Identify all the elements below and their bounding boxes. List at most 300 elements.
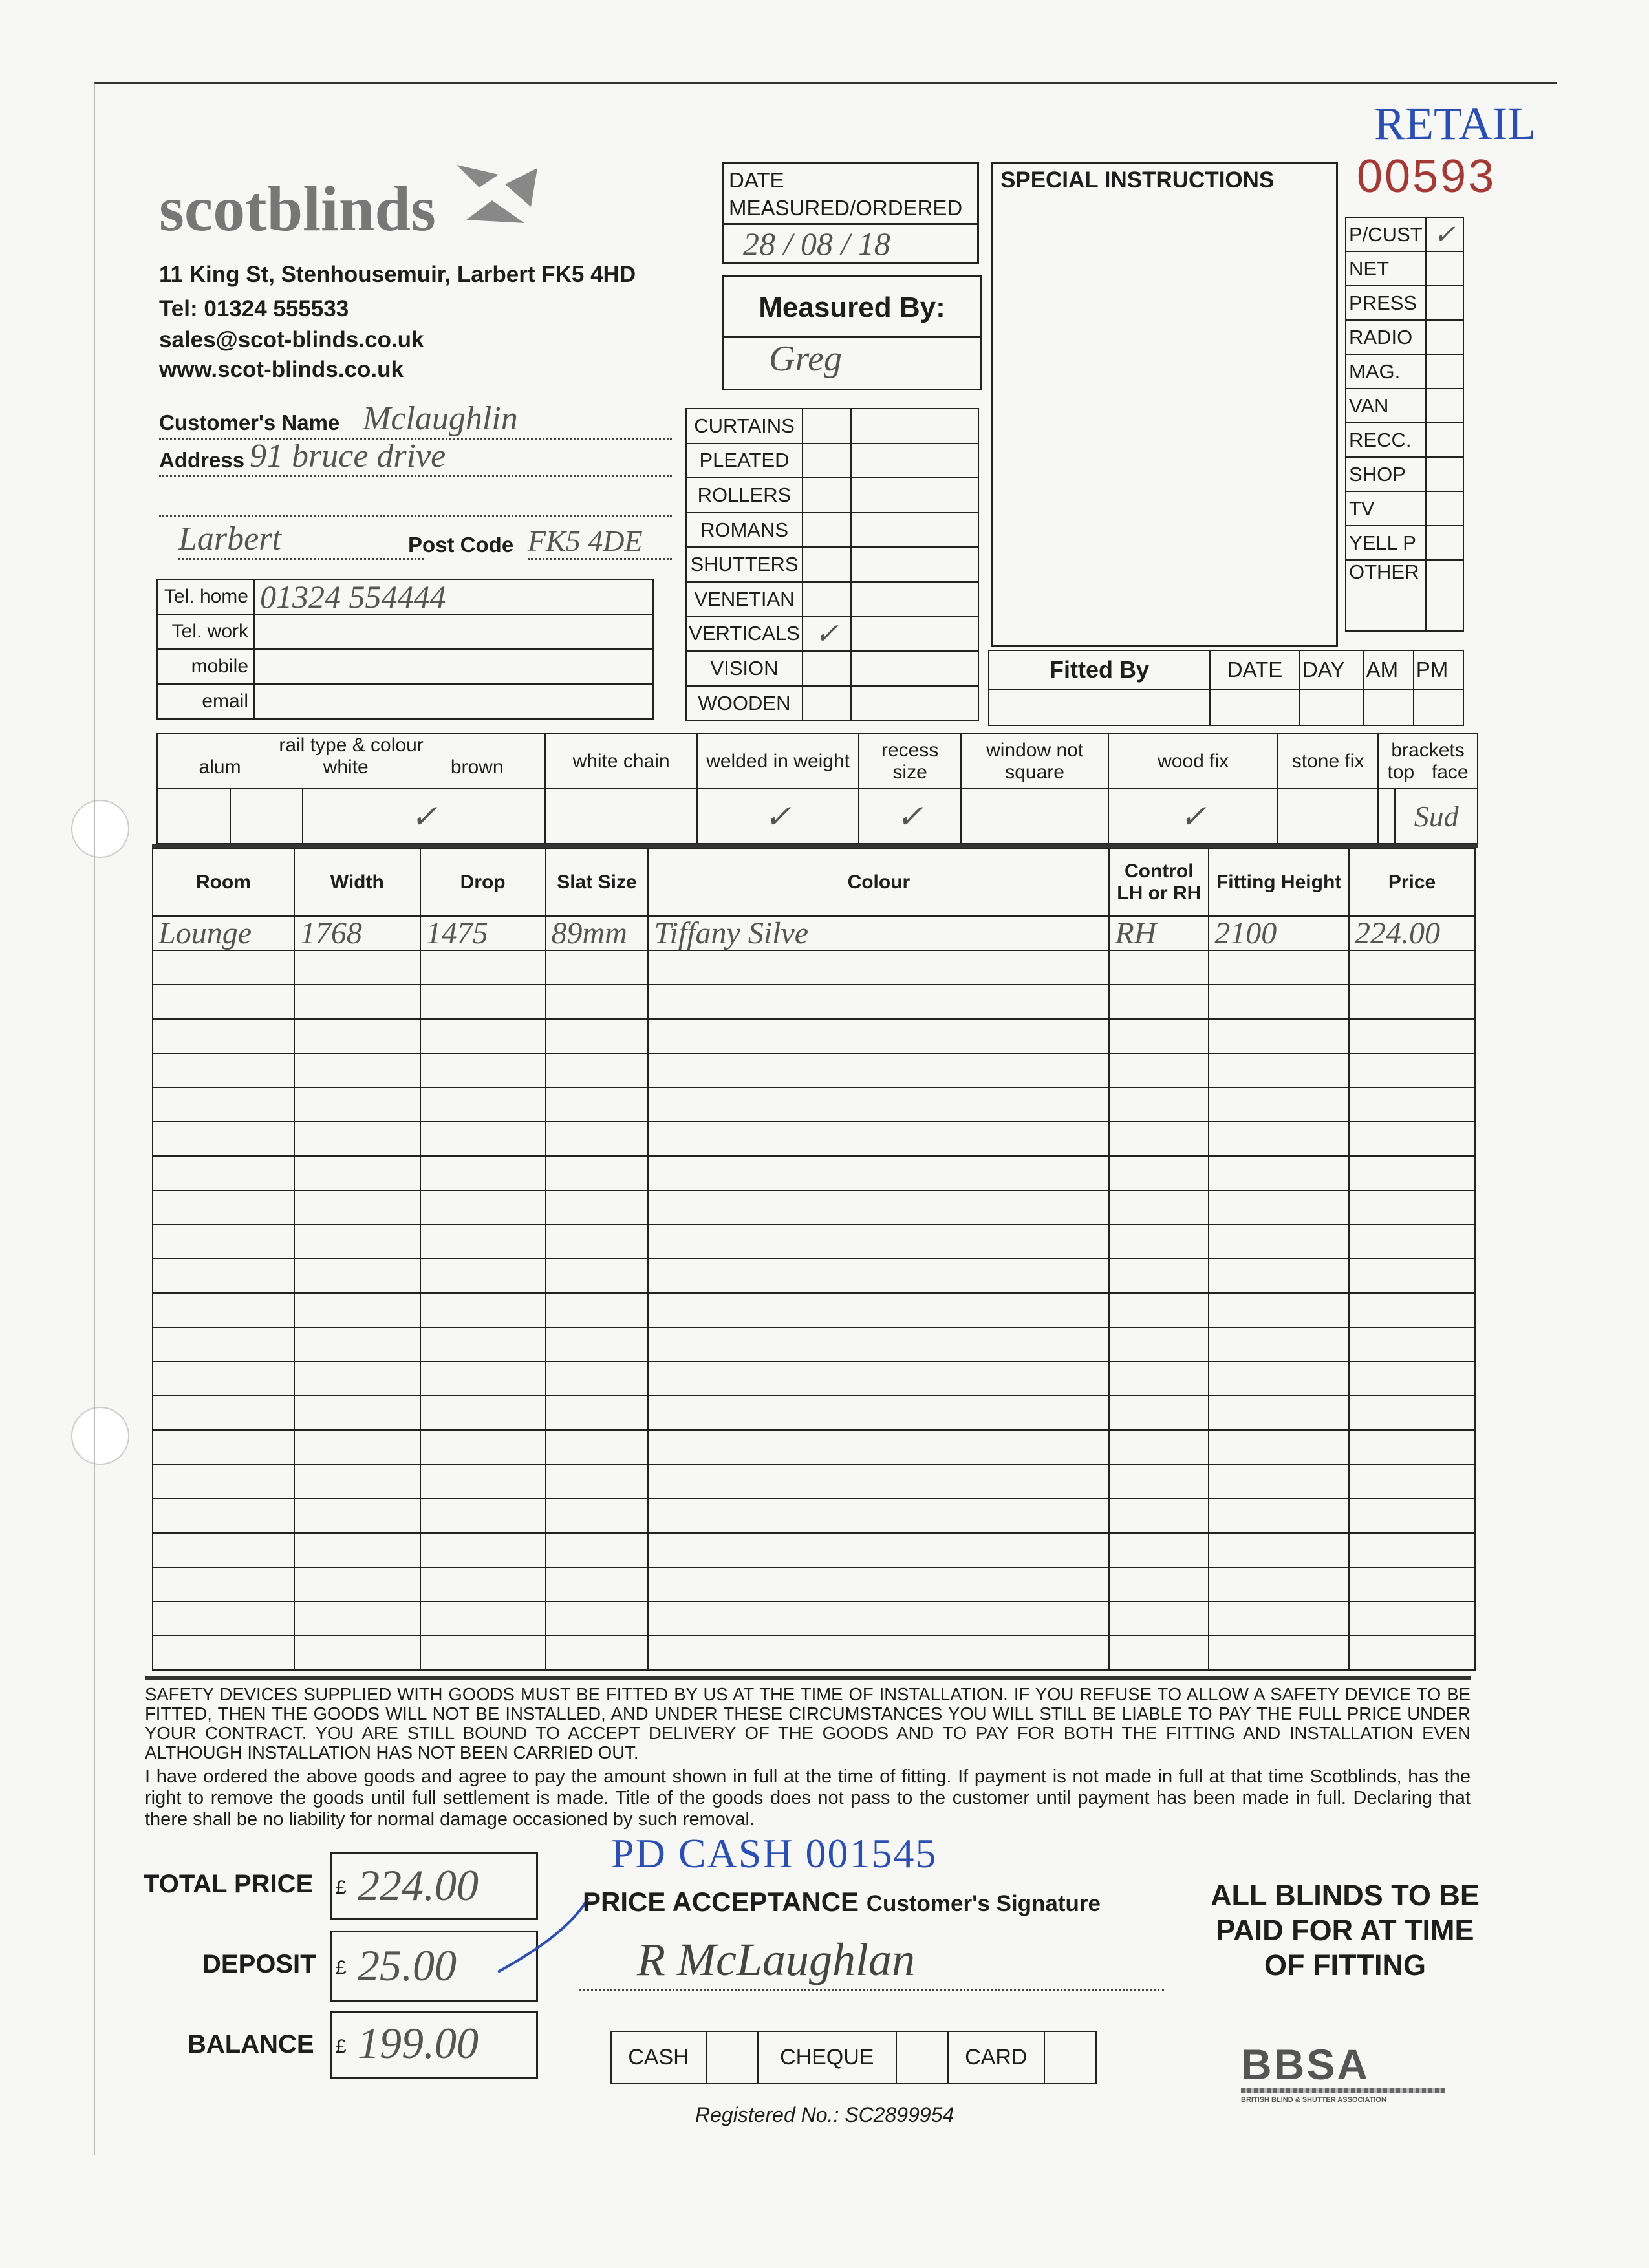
table-cell[interactable] bbox=[1209, 950, 1349, 985]
table-cell[interactable] bbox=[294, 1122, 420, 1156]
table-cell[interactable] bbox=[420, 1601, 546, 1636]
bbsa-subtitle: BRITISH BLIND & SHUTTER ASSOCIATION bbox=[1241, 2096, 1386, 2104]
source-checkbox[interactable] bbox=[1426, 423, 1463, 457]
table-cell[interactable] bbox=[1349, 1499, 1475, 1533]
table-cell[interactable] bbox=[294, 1327, 420, 1362]
table-cell[interactable] bbox=[420, 1122, 546, 1156]
table-cell[interactable] bbox=[1109, 1087, 1209, 1122]
wood-fix-label: wood fix bbox=[1108, 734, 1278, 789]
contact-row bbox=[157, 649, 653, 684]
table-cell[interactable] bbox=[1109, 1156, 1209, 1190]
table-cell[interactable] bbox=[1109, 1122, 1209, 1156]
table-cell[interactable] bbox=[1209, 1396, 1349, 1430]
blind-type-checkbox[interactable] bbox=[803, 651, 851, 686]
balance-box[interactable] bbox=[330, 2011, 538, 2079]
stone-fix-check[interactable] bbox=[1278, 789, 1378, 844]
source-row bbox=[1346, 286, 1463, 320]
table-cell[interactable] bbox=[648, 1396, 1109, 1430]
table-cell[interactable]: 1768 bbox=[294, 916, 420, 950]
table-cell[interactable] bbox=[546, 950, 649, 985]
table-cell[interactable] bbox=[1209, 1499, 1349, 1533]
blind-type-qty[interactable] bbox=[851, 444, 978, 478]
table-cell[interactable] bbox=[648, 1327, 1109, 1362]
table-row bbox=[153, 1087, 1475, 1122]
table-cell[interactable] bbox=[420, 1019, 546, 1053]
table-cell[interactable] bbox=[1349, 1225, 1475, 1259]
address-row bbox=[159, 440, 672, 477]
blind-type-qty[interactable] bbox=[851, 478, 978, 513]
table-cell[interactable] bbox=[420, 985, 546, 1019]
column-header: Room bbox=[153, 848, 294, 916]
table-cell[interactable] bbox=[546, 1225, 649, 1259]
table-cell[interactable] bbox=[420, 1053, 546, 1087]
table-cell[interactable] bbox=[1109, 1053, 1209, 1087]
customer-name-label: Customer's Name bbox=[159, 411, 340, 434]
blind-type-qty[interactable] bbox=[851, 547, 978, 582]
table-cell[interactable] bbox=[1209, 1019, 1349, 1053]
table-cell[interactable] bbox=[648, 1122, 1109, 1156]
table-cell[interactable] bbox=[1209, 1053, 1349, 1087]
table-cell[interactable]: 89mm bbox=[546, 916, 649, 950]
blind-type-checkbox[interactable] bbox=[803, 582, 851, 617]
price-acceptance-title: PRICE ACCEPTANCE bbox=[583, 1887, 859, 1917]
customer-name-value[interactable]: Mclaughlin bbox=[363, 400, 518, 437]
agreement-terms: I have ordered the above goods and agree to pay the amount shown in full at the time of fitting. If payment is not made in full at that time Scotblinds, has the right to remove the goods until full settlement is made. Title of the goods does not pass to the customer until payment has been made in full. Declaring that there shall be no liability for normal damage occasioned by such removal. bbox=[145, 1766, 1471, 1830]
table-cell[interactable] bbox=[153, 1533, 294, 1567]
source-label: RECC. bbox=[1346, 423, 1426, 457]
table-row bbox=[153, 1293, 1475, 1327]
table-cell[interactable] bbox=[1109, 1464, 1209, 1499]
table-cell[interactable] bbox=[1349, 1190, 1475, 1225]
registered-number: Registered No.: SC2899954 bbox=[695, 2103, 954, 2126]
column-header: Colour bbox=[648, 848, 1109, 916]
table-row bbox=[153, 1636, 1475, 1670]
table-cell[interactable] bbox=[294, 1567, 420, 1601]
table-cell[interactable] bbox=[1209, 1156, 1349, 1190]
currency-symbol: £ bbox=[336, 1957, 347, 1978]
table-row bbox=[153, 1327, 1475, 1362]
table-cell[interactable] bbox=[1349, 1327, 1475, 1362]
table-cell[interactable] bbox=[1349, 1464, 1475, 1499]
payment-notice: ALL BLINDS TO BE PAID FOR AT TIME OF FITTING bbox=[1211, 1879, 1480, 1982]
table-cell[interactable] bbox=[294, 1019, 420, 1053]
table-cell[interactable] bbox=[648, 1190, 1109, 1225]
source-row bbox=[1346, 389, 1463, 423]
table-cell[interactable] bbox=[153, 1190, 294, 1225]
cash-checkbox[interactable] bbox=[706, 2031, 758, 2084]
table-cell[interactable] bbox=[294, 985, 420, 1019]
rail-type-label: rail type & colour bbox=[279, 734, 424, 756]
table-cell[interactable] bbox=[1349, 950, 1475, 985]
special-instructions-box[interactable] bbox=[991, 162, 1338, 647]
table-cell[interactable] bbox=[294, 1533, 420, 1567]
saltire-icon bbox=[453, 162, 544, 226]
table-cell[interactable] bbox=[546, 1636, 649, 1670]
table-cell[interactable] bbox=[294, 1362, 420, 1396]
table-cell[interactable]: Tiffany Silve bbox=[648, 916, 1109, 950]
table-cell[interactable] bbox=[153, 1430, 294, 1464]
table-cell[interactable] bbox=[1109, 1601, 1209, 1636]
table-cell[interactable] bbox=[1209, 1533, 1349, 1567]
table-cell[interactable] bbox=[153, 1156, 294, 1190]
table-cell[interactable] bbox=[420, 1156, 546, 1190]
table-cell[interactable] bbox=[648, 1259, 1109, 1293]
source-checkbox[interactable] bbox=[1426, 389, 1463, 423]
recess-label: recess size bbox=[859, 734, 961, 789]
blind-type-checkbox[interactable] bbox=[803, 686, 851, 721]
top-check[interactable] bbox=[1378, 789, 1395, 844]
table-cell[interactable] bbox=[153, 1087, 294, 1122]
table-cell[interactable] bbox=[294, 1464, 420, 1499]
measured-by-box bbox=[722, 275, 982, 390]
source-checkbox[interactable]: ✓ bbox=[1426, 217, 1463, 251]
table-cell[interactable] bbox=[546, 1533, 649, 1567]
blind-type-checkbox[interactable] bbox=[803, 444, 851, 478]
payment-note: PD CASH 001545 bbox=[611, 1830, 938, 1876]
blind-type-checkbox[interactable] bbox=[803, 478, 851, 513]
card-label: CARD bbox=[948, 2031, 1044, 2084]
fitted-pm-field[interactable] bbox=[1414, 689, 1463, 725]
table-cell[interactable] bbox=[1109, 1362, 1209, 1396]
table-cell[interactable] bbox=[648, 1362, 1109, 1396]
table-cell[interactable] bbox=[294, 1430, 420, 1464]
blind-type-checkbox[interactable] bbox=[803, 547, 851, 582]
welded-check[interactable]: ✓ bbox=[697, 789, 859, 844]
table-cell[interactable] bbox=[648, 1293, 1109, 1327]
table-cell[interactable] bbox=[1349, 1293, 1475, 1327]
blind-type-row bbox=[686, 409, 978, 444]
table-cell[interactable] bbox=[153, 1327, 294, 1362]
table-cell[interactable]: 2100 bbox=[1209, 916, 1349, 950]
table-cell[interactable] bbox=[294, 1053, 420, 1087]
table-cell[interactable] bbox=[1209, 1122, 1349, 1156]
source-checkbox[interactable] bbox=[1426, 457, 1463, 491]
column-header: Fitting Height bbox=[1209, 848, 1349, 916]
table-cell[interactable] bbox=[420, 1567, 546, 1601]
source-checkbox[interactable] bbox=[1426, 354, 1463, 389]
blind-type-qty[interactable] bbox=[851, 582, 978, 617]
source-row bbox=[1346, 491, 1463, 526]
table-cell[interactable] bbox=[420, 1293, 546, 1327]
contact-value[interactable] bbox=[254, 649, 653, 684]
wood-fix-check[interactable]: ✓ bbox=[1108, 789, 1278, 844]
column-header: Drop bbox=[420, 848, 546, 916]
table-row bbox=[153, 1259, 1475, 1293]
window-check[interactable] bbox=[961, 789, 1108, 844]
table-cell[interactable] bbox=[420, 1087, 546, 1122]
retail-note: RETAIL bbox=[1374, 98, 1536, 149]
table-cell[interactable] bbox=[1349, 1567, 1475, 1601]
contact-row bbox=[157, 579, 653, 614]
table-cell[interactable] bbox=[1209, 1293, 1349, 1327]
table-cell[interactable] bbox=[1109, 1636, 1209, 1670]
table-cell[interactable] bbox=[648, 950, 1109, 985]
fitted-date-label: DATE bbox=[1210, 650, 1300, 689]
date-value[interactable]: 28 / 08 / 18 bbox=[743, 226, 890, 262]
table-cell[interactable] bbox=[153, 1362, 294, 1396]
table-cell[interactable] bbox=[294, 1190, 420, 1225]
postcode-value[interactable]: FK5 4DE bbox=[528, 524, 672, 560]
table-cell[interactable] bbox=[153, 985, 294, 1019]
table-cell[interactable] bbox=[153, 1019, 294, 1053]
table-cell[interactable] bbox=[648, 1636, 1109, 1670]
table-cell[interactable] bbox=[1109, 1567, 1209, 1601]
window-label: window not square bbox=[961, 734, 1108, 789]
table-cell[interactable] bbox=[1349, 1533, 1475, 1567]
table-cell[interactable] bbox=[420, 1190, 546, 1225]
table-cell[interactable] bbox=[1349, 1156, 1475, 1190]
table-cell[interactable] bbox=[648, 1464, 1109, 1499]
table-cell[interactable] bbox=[1109, 950, 1209, 985]
source-table bbox=[1345, 217, 1464, 632]
table-cell[interactable] bbox=[153, 1396, 294, 1430]
source-checkbox[interactable] bbox=[1426, 320, 1463, 354]
table-cell[interactable] bbox=[153, 1499, 294, 1533]
table-cell[interactable] bbox=[546, 1293, 649, 1327]
table-cell[interactable] bbox=[648, 1430, 1109, 1464]
source-checkbox[interactable] bbox=[1426, 251, 1463, 286]
table-cell[interactable] bbox=[1209, 985, 1349, 1019]
blind-type-table bbox=[685, 408, 979, 721]
blind-type-qty[interactable] bbox=[851, 651, 978, 686]
table-cell[interactable] bbox=[1109, 1190, 1209, 1225]
table-cell[interactable] bbox=[153, 1293, 294, 1327]
table-cell[interactable] bbox=[546, 1601, 649, 1636]
table-cell[interactable] bbox=[546, 1053, 649, 1087]
table-cell[interactable] bbox=[1109, 1327, 1209, 1362]
brown-check[interactable]: ✓ bbox=[303, 789, 545, 844]
table-row bbox=[153, 1430, 1475, 1464]
table-cell[interactable] bbox=[1209, 1601, 1349, 1636]
table-cell[interactable] bbox=[546, 1327, 649, 1362]
table-cell[interactable] bbox=[1209, 1636, 1349, 1670]
table-cell[interactable] bbox=[294, 1601, 420, 1636]
contact-label: mobile bbox=[157, 649, 254, 684]
white-check[interactable] bbox=[230, 789, 303, 844]
source-label: MAG. bbox=[1346, 354, 1426, 389]
table-cell[interactable] bbox=[648, 1019, 1109, 1053]
table-cell[interactable] bbox=[1209, 1362, 1349, 1396]
blind-type-checkbox[interactable] bbox=[803, 513, 851, 548]
blind-type-label: ROMANS bbox=[686, 513, 803, 548]
table-cell[interactable] bbox=[1109, 1293, 1209, 1327]
alum-check[interactable] bbox=[157, 789, 230, 844]
table-cell[interactable] bbox=[648, 985, 1109, 1019]
table-cell[interactable] bbox=[546, 1396, 649, 1430]
blind-type-label: PLEATED bbox=[686, 444, 803, 478]
table-cell[interactable] bbox=[1349, 1396, 1475, 1430]
table-cell[interactable] bbox=[420, 1259, 546, 1293]
table-cell[interactable]: RH bbox=[1109, 916, 1209, 950]
table-cell[interactable] bbox=[294, 1225, 420, 1259]
customer-name-row bbox=[159, 401, 672, 440]
blind-type-label: ROLLERS bbox=[686, 478, 803, 513]
table-cell[interactable]: Lounge bbox=[153, 916, 294, 950]
table-cell[interactable] bbox=[1109, 1019, 1209, 1053]
table-cell[interactable] bbox=[546, 1122, 649, 1156]
table-cell[interactable] bbox=[1109, 1430, 1209, 1464]
table-cell[interactable] bbox=[1349, 985, 1475, 1019]
table-cell[interactable] bbox=[153, 1053, 294, 1087]
blind-type-qty[interactable] bbox=[851, 686, 978, 721]
table-cell[interactable] bbox=[1209, 1225, 1349, 1259]
table-cell[interactable] bbox=[153, 950, 294, 985]
table-cell[interactable] bbox=[1349, 1053, 1475, 1087]
face-value[interactable]: Sud bbox=[1395, 789, 1478, 844]
white-chain-check[interactable] bbox=[545, 789, 697, 844]
table-cell[interactable] bbox=[294, 1293, 420, 1327]
table-cell[interactable] bbox=[1109, 985, 1209, 1019]
fitted-by-field[interactable] bbox=[989, 689, 1210, 725]
table-cell[interactable] bbox=[1109, 1396, 1209, 1430]
table-cell[interactable] bbox=[1109, 1259, 1209, 1293]
blind-type-row bbox=[686, 617, 978, 652]
source-checkbox[interactable] bbox=[1426, 491, 1463, 526]
table-cell[interactable] bbox=[648, 1053, 1109, 1087]
table-cell[interactable] bbox=[153, 1259, 294, 1293]
table-cell[interactable] bbox=[294, 1087, 420, 1122]
address-line1[interactable]: 91 bruce drive bbox=[250, 438, 446, 475]
order-items-table bbox=[152, 848, 1476, 1671]
fitted-am-label: AM bbox=[1364, 650, 1414, 689]
contact-value[interactable]: 01324 554444 bbox=[254, 579, 653, 614]
card-checkbox[interactable] bbox=[1044, 2031, 1096, 2084]
table-cell[interactable] bbox=[546, 1190, 649, 1225]
table-cell[interactable] bbox=[420, 1533, 546, 1567]
table-cell[interactable] bbox=[648, 1499, 1109, 1533]
blind-type-row bbox=[686, 651, 978, 686]
table-cell[interactable] bbox=[546, 1499, 649, 1533]
top-label: top bbox=[1387, 761, 1415, 783]
table-cell[interactable] bbox=[546, 1362, 649, 1396]
blind-type-checkbox[interactable] bbox=[803, 409, 851, 444]
source-checkbox[interactable] bbox=[1426, 526, 1463, 560]
fitted-day-field[interactable] bbox=[1300, 689, 1364, 725]
table-cell[interactable] bbox=[1349, 1601, 1475, 1636]
blind-type-qty[interactable] bbox=[851, 513, 978, 548]
table-cell[interactable] bbox=[1349, 1259, 1475, 1293]
table-cell[interactable] bbox=[420, 1430, 546, 1464]
table-cell[interactable] bbox=[153, 1225, 294, 1259]
signature-line[interactable] bbox=[579, 1933, 1164, 1991]
table-cell[interactable] bbox=[648, 1156, 1109, 1190]
fitted-date-field[interactable] bbox=[1210, 689, 1300, 725]
table-cell[interactable] bbox=[546, 1464, 649, 1499]
table-cell[interactable] bbox=[1209, 1087, 1349, 1122]
table-cell[interactable] bbox=[648, 1087, 1109, 1122]
table-cell[interactable] bbox=[1209, 1259, 1349, 1293]
table-cell[interactable] bbox=[420, 1362, 546, 1396]
table-cell[interactable] bbox=[420, 1396, 546, 1430]
source-label: VAN bbox=[1346, 389, 1426, 423]
table-cell[interactable] bbox=[153, 1122, 294, 1156]
table-cell[interactable] bbox=[153, 1636, 294, 1670]
table-cell[interactable] bbox=[420, 950, 546, 985]
source-checkbox[interactable] bbox=[1426, 560, 1463, 631]
table-cell[interactable] bbox=[1109, 1225, 1209, 1259]
table-cell[interactable] bbox=[420, 1636, 546, 1670]
white-label: white bbox=[323, 756, 369, 778]
table-cell[interactable] bbox=[1349, 1362, 1475, 1396]
table-cell[interactable] bbox=[1349, 1430, 1475, 1464]
blind-type-label: WOODEN bbox=[686, 686, 803, 721]
table-cell[interactable] bbox=[420, 1225, 546, 1259]
table-cell[interactable] bbox=[648, 1225, 1109, 1259]
fitted-am-field[interactable] bbox=[1364, 689, 1414, 725]
table-cell[interactable] bbox=[1209, 1567, 1349, 1601]
address-line2[interactable]: Larbert bbox=[178, 520, 424, 560]
source-label: OTHER bbox=[1346, 560, 1426, 631]
table-cell[interactable] bbox=[294, 1259, 420, 1293]
brackets-label: brackets bbox=[1391, 739, 1465, 761]
table-cell[interactable] bbox=[546, 1567, 649, 1601]
address-line-blank[interactable] bbox=[159, 478, 672, 517]
blind-type-qty[interactable] bbox=[851, 617, 978, 652]
table-cell[interactable] bbox=[420, 1327, 546, 1362]
stone-fix-label: stone fix bbox=[1278, 734, 1378, 789]
measured-by-value[interactable]: Greg bbox=[769, 339, 843, 379]
table-cell[interactable] bbox=[294, 1396, 420, 1430]
table-cell[interactable] bbox=[1349, 1019, 1475, 1053]
contact-value[interactable] bbox=[254, 684, 653, 719]
table-cell[interactable] bbox=[648, 1533, 1109, 1567]
recess-check[interactable]: ✓ bbox=[859, 789, 961, 844]
table-cell[interactable] bbox=[153, 1567, 294, 1601]
table-cell[interactable] bbox=[420, 1464, 546, 1499]
table-cell[interactable] bbox=[1349, 1122, 1475, 1156]
blind-type-checkbox[interactable]: ✓ bbox=[803, 617, 851, 652]
table-cell[interactable] bbox=[1209, 1464, 1349, 1499]
source-row bbox=[1346, 217, 1463, 251]
table-cell[interactable] bbox=[648, 1601, 1109, 1636]
table-cell[interactable]: 224.00 bbox=[1349, 916, 1475, 950]
table-cell[interactable] bbox=[1109, 1499, 1209, 1533]
table-row bbox=[153, 1567, 1475, 1601]
table-cell[interactable] bbox=[1349, 1087, 1475, 1122]
table-cell[interactable] bbox=[546, 1156, 649, 1190]
table-cell[interactable] bbox=[294, 950, 420, 985]
source-row bbox=[1346, 354, 1463, 389]
table-cell[interactable] bbox=[153, 1464, 294, 1499]
contact-value[interactable] bbox=[254, 614, 653, 649]
table-cell[interactable] bbox=[546, 985, 649, 1019]
table-cell[interactable] bbox=[294, 1156, 420, 1190]
table-cell[interactable] bbox=[1209, 1190, 1349, 1225]
source-checkbox[interactable] bbox=[1426, 286, 1463, 320]
table-cell[interactable] bbox=[546, 1430, 649, 1464]
table-cell[interactable] bbox=[1209, 1327, 1349, 1362]
table-cell[interactable] bbox=[546, 1019, 649, 1053]
table-cell[interactable] bbox=[153, 1601, 294, 1636]
rail-type-cell bbox=[157, 734, 545, 789]
table-cell[interactable] bbox=[420, 1499, 546, 1533]
table-cell[interactable]: 1475 bbox=[420, 916, 546, 950]
table-cell[interactable] bbox=[294, 1636, 420, 1670]
table-cell[interactable] bbox=[1349, 1636, 1475, 1670]
table-cell[interactable] bbox=[648, 1567, 1109, 1601]
table-cell[interactable] bbox=[294, 1499, 420, 1533]
table-cell[interactable] bbox=[546, 1259, 649, 1293]
contact-label: email bbox=[157, 684, 254, 719]
blind-type-qty[interactable] bbox=[851, 409, 978, 444]
cheque-checkbox[interactable] bbox=[896, 2031, 948, 2084]
contact-label: Tel. home bbox=[157, 579, 254, 614]
table-cell[interactable] bbox=[1209, 1430, 1349, 1464]
fitted-day-label: DAY bbox=[1300, 650, 1364, 689]
table-row bbox=[153, 1601, 1475, 1636]
table-cell[interactable] bbox=[546, 1087, 649, 1122]
table-cell[interactable] bbox=[1109, 1533, 1209, 1567]
